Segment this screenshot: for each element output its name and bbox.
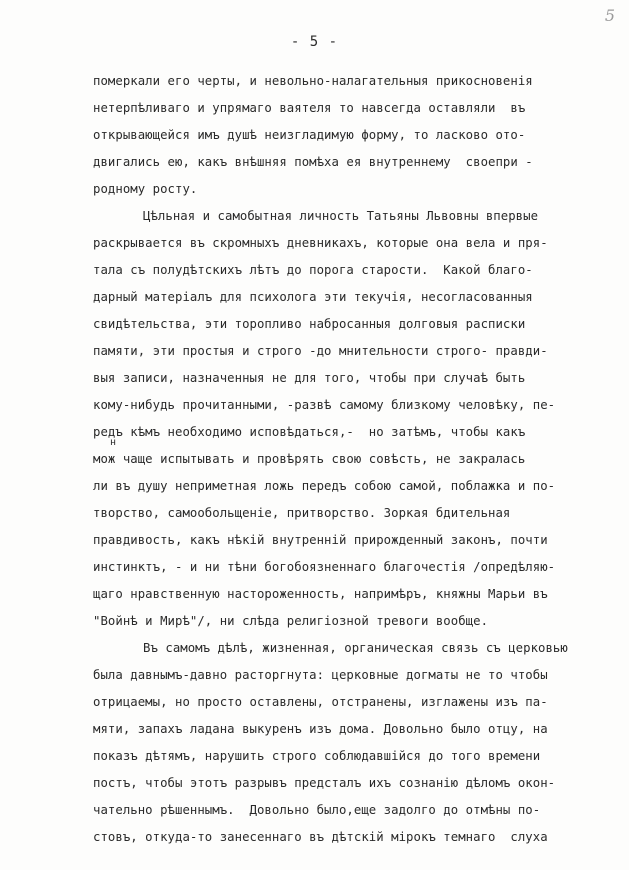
- text-line: мож чаще испытывать и провѣрять свою совѣсть, не закралась: [93, 452, 526, 466]
- text-line: Цѣльная и самобытная личность Татьяны Львовны впервые: [143, 209, 539, 223]
- text-line: двигались ею, какъ внѣшняя помѣха ея внутреннему своепри -: [93, 155, 533, 169]
- text-line: дарный матеріалъ для психолога эти текучія, несогласованныя: [93, 290, 533, 304]
- text-line: показъ дѣтямъ, нарушить строго соблюдавшійся до того времени: [93, 749, 541, 763]
- text-line: раскрывается въ скромныхъ дневникахъ, которые она вела и пря-: [93, 236, 548, 250]
- text-line: свидѣтельства, эти торопливо набросанныя долговыя расписки: [93, 317, 526, 331]
- text-line: родному росту.: [93, 182, 198, 196]
- text-line: ли въ душу неприметная ложь передъ собою самой, поблажка и по-: [93, 479, 556, 493]
- text-line: отрицаемы, но просто оставлены, отстранены, изглажены изъ па-: [93, 695, 548, 709]
- text-line: кому-нибудь прочитанными, -развѣ самому близкому человѣку, пе-: [93, 398, 556, 412]
- text-line: редъ кѣмъ необходимо исповѣдаться,- но затѣмъ, чтобы какъ: [93, 425, 526, 439]
- text-line: нетерпѣливаго и упрямаго ваятеля то навсегда оставляли въ: [93, 101, 526, 115]
- text-line: тала съ полудѣтскихъ лѣтъ до порога старости. Какой благо-: [93, 263, 533, 277]
- text-line: была давнымъ-давно расторгнута: церковные догматы не то чтобы: [93, 668, 548, 682]
- text-line: стовъ, откуда-то занесеннаго въ дѣтскій мірокъ темнаго слуха: [93, 830, 548, 844]
- text-line: мяти, запахъ ладана выкуренъ изъ дома. Довольно было отцу, на: [93, 722, 548, 736]
- text-line: померкали его черты, и невольно-налагательныя прикосновенія: [93, 74, 533, 88]
- text-line: инстинктъ, - и ни тѣни богобоязненнаго благочестія /опредѣляю-: [93, 560, 556, 574]
- body-text: [93, 68, 613, 851]
- interlinear-correction: н: [110, 437, 117, 448]
- page-number: - 5 -: [290, 34, 339, 50]
- text-line: открывающейся имъ душѣ неизгладимую форму, то ласково ото-: [93, 128, 526, 142]
- text-line: постъ, чтобы этотъ разрывъ предсталъ ихъ сознанію дѣломъ окон-: [93, 776, 556, 790]
- text-line: "Войнѣ и Мирѣ"/, ни слѣда религіозной тревоги вообще.: [93, 614, 489, 628]
- text-line: памяти, эти простыя и строго -до мнительности строго- правди-: [93, 344, 548, 358]
- text-line: правдивость, какъ нѣкій внутренній прирожденный законъ, почти: [93, 533, 548, 547]
- text-line: творство, самообольщеніе, притворство. Зоркая бдительная: [93, 506, 511, 520]
- text-line: Въ самомъ дѣлѣ, жизненная, органическая связь съ церковью: [143, 641, 568, 655]
- text-line: выя записи, назначенныя не для того, чтобы при случаѣ быть: [93, 371, 526, 385]
- text-line: щаго нравственную настороженность, напримѣръ, княжны Марьи въ: [93, 587, 548, 601]
- corner-page-mark: 5: [604, 6, 615, 25]
- text-line: чательно рѣшеннымъ. Довольно было,еще задолго до отмѣны по-: [93, 803, 541, 817]
